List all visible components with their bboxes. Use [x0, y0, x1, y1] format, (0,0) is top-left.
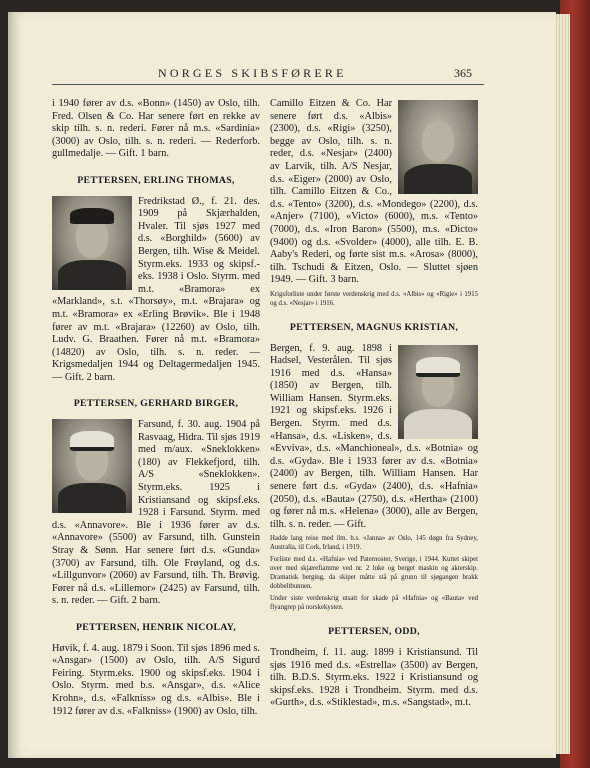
entry-heading-odd: PETTERSEN, ODD,: [328, 626, 420, 638]
captain-cap: [416, 357, 460, 377]
header-rule: [52, 84, 484, 85]
portrait-photo-gerhard-birger: [52, 419, 132, 513]
entry-footnote: Hadde lang reise med ilm. b.s. «Janna» av Oslo, 145 døgn fra Sydney, Australia, til Cork, Irland, i 1919.: [270, 535, 478, 552]
entry-text-gerhard-birger: Farsund, f. 30. aug. 1904 på Rasvaag, Hidra. Til sjøs 1919 med m/aux. «Sneklokken» (180) av Flekkefjord, tilh. A/S «Sneklokken». Styrm.eks. 1925 i Kristiansand og skipsf.eks. 1928 i Farsund. Styrm. med d.s. «Annavore». Ble i 1936 fører av d.s. «Annavore» (5500) av Farsund, tilh. Gunstein Stray & Sønn. Har senere ført d.s. «Gunda» (3700) av Farsund, tilh. Ole Frøyland, og d.s. «Lillgunvor» (2060) av Farsund, tilh. Th. Brøvig. Fører nå d.s. «Lillemor» (2425) av Farsund, tilh. s. n. reder. — Gift. 2 barn.: [52, 419, 260, 607]
entry-heading-magnus-kristian: PETTERSEN, MAGNUS KRISTIAN,: [289, 321, 459, 333]
left-column: [52, 98, 260, 718]
header-title: NORGES SKIBSFØRERE: [158, 66, 347, 80]
entry-continuation-right: Camillo Eitzen & Co. Har senere ført d.s. «Albis» (2300), d.s. «Rigi» (3250), begge av Oslo, tilh. s. n. reder, d.s. «Nesjar» (2400) av Larvik, tilh. A/S Nesjar, d.s. «Eiger» (2000) av Oslo, tilh. Camillo Eitzen & Co., d.s. «Tento» (3200), d.s. «Mondego» (2200), d.s. «Anjer» (7100), «Victo» (6000), m.s. «Tento» (7000), d.s. «Iron Baron» (5500), m.s. «Dicto» (9400) og d.s. «Svolder» (4000), alle tilh. E. B. Aaby's Rederi, og førte sist m.s. «Arosa» (8000), tilh. Tschudi & Eitzen, Oslo. — Sluttet sjøen 1949. — Gift. 3 barn.: [270, 98, 478, 286]
right-column: [270, 98, 478, 710]
portrait-photo-erling-thomas: [52, 196, 132, 290]
entry-heading-erling-thomas: PETTERSEN, ERLING THOMAS,: [77, 174, 235, 186]
entry-text-henrik-nicolay: Høvik, f. 4. aug. 1879 i Soon. Til sjøs 1896 med s. «Ansgar» (1500) av Oslo, tilh. A/S Sigurd Feiring. Styrm.eks. 1900 og skipsf.eks. 1904 i Oslo. Styrm. med b.s. «Ansgar», d.s. «Alice Krohn», d.s. «Falkniss» og d.s. «Albis». Ble i 1912 fører av d.s. «Falkniss» (1900) av Oslo, tilh.: [52, 642, 260, 717]
entry-text-erling-thomas: Fredrikstad Ø., f. 21. des. 1909 på Skjærhalden, Hvaler. Til sjøs 1927 med d.s. «Borghild» (5600) av Bergen, tilh. Wise & Meidel. Styrm.eks. 1933 og skipsf.-eks. 1938 i Oslo. Styrm. med m.t. «Bramora» ex «Markland», s.t. «Thorsøy», m.t. «Brajara» og m.t. «Bramora» ex «Erling Brøvik». Ble i 1948 fører av m.t. «Brajara» (12260) av Oslo, tilh. Ludv. G. Braathen. Fører nå m.t. «Bramora» (14820) av Oslo, tilh. s. n. reder. — Krigsmedaljen 1944 og Deltagermedaljen 1945. — Gift. 2 barn.: [52, 195, 260, 383]
entry-footnote: Forliste med d.s. «Hafnia» ved Paternoster, Sverige, i 1944. Kuttet skipet over med skjærefiamme ved nr. 2 luke og berget maskin og akterskip. Dramatisk berging, da skipet måtte stå på grunn til sjøgangen brakk dobbeltbunnen.: [270, 556, 478, 591]
portrait-body: [58, 483, 126, 513]
book-page: [8, 12, 556, 758]
portrait-body: [404, 409, 472, 439]
portrait-body: [58, 260, 126, 290]
running-header: [8, 66, 556, 86]
portrait-photo-continued-entry: [398, 100, 478, 194]
entry-continuation: i 1940 fører av d.s. «Bonn» (1450) av Oslo, tilh. Fred. Olsen & Co. Har senere ført en rekke av skip tilh. s. n. rederi. Fører nå m.s. «Sardinia» (3000) av Oslo, tilh. s. n. rederi. — Rederforb. gullmedalje. — Gift. 1 barn.: [52, 98, 260, 160]
page-number: 365: [454, 66, 472, 80]
captain-cap: [70, 431, 114, 451]
captain-cap: [70, 208, 114, 224]
portrait-face: [422, 122, 454, 162]
entry-text-odd: Trondheim, f. 11. aug. 1899 i Kristiansund. Til sjøs 1916 med d.s. «Estrella» (3500) av Bergen, tilh. B.D.S. Styrm.eks. 1922 i Kristiansund og skipsf.eks. 1928 i Trondheim. Styrm. med d.s. «Gurth», d.s. «Stiklestad», m.s. «Sangstad», m.t.: [270, 647, 478, 709]
portrait-body: [404, 164, 472, 194]
entry-heading-gerhard-birger: PETTERSEN, GERHARD BIRGER,: [73, 398, 239, 410]
entry-footnote: Under siste verdenskrig utsatt for skade på «Hafnia» og «Bauta» ved flyangrep på norskekysten.: [270, 595, 478, 612]
portrait-photo-magnus-kristian: [398, 345, 478, 439]
entry-heading-henrik-nicolay: PETTERSEN, HENRIK NICOLAY,: [75, 621, 237, 633]
entry-footnote: Krigsforliste under første verdenskrig med d.s. «Albis» og «Rigie» i 1915 og d.s. «Nesjar» i 1916.: [270, 290, 478, 307]
portrait-face: [76, 218, 108, 258]
entry-text-magnus-kristian: Bergen, f. 9. aug. 1898 i Hadsel, Vesterålen. Til sjøs 1916 med d.s. «Hansa» (1850) av Bergen, tilh. William Hansen. Styrm.eks. 1921 og skipsf.eks. 1926 i Bergen. Styrm. med d.s. «Hansa», d.s. «Lisken», d.s. «Evviva», d.s. «Manchioneal», d.s. «Botnia» og d.s. «Gyda». Ble i 1933 fører av d.s. «Botnia» (2400) av Bergen, tilh. William Hansen. Har senere ført d.s. «Gyda» (2400), d.s. «Hafnia» (2050), d.s. «Bauta» (2750), d.s. «Hertha» (2100) og fører nå m.s. «Helena» (3000), alle av Bergen, tilh. s. n. reder. — Gift.: [270, 342, 478, 530]
